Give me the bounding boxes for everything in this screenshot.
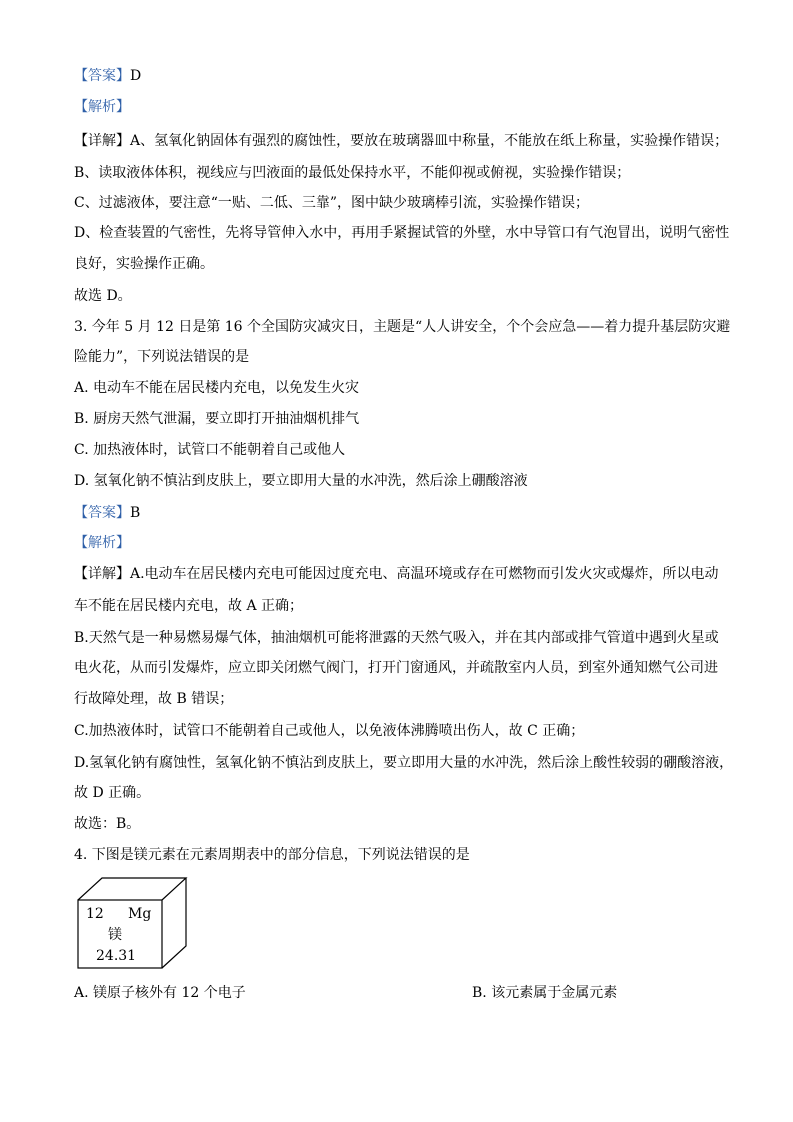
analysis-bracket: 【解析】 [74,99,130,115]
answer-bracket: 【答案】 [74,505,130,521]
conclusion-line: 故选 D。 [74,288,132,304]
detail-line: 【详解】A.电动车在居民楼内充电可能因过度充电、高温环境或存在可燃物而引发火灾或爆炸，所以电动 [74,566,719,582]
question-3-option-b: B. 厨房天然气泄漏，要立即打开抽油烟机排气 [74,411,360,427]
detail-line: D、检查装置的气密性，先将导管伸入水中，再用手紧握试管的外壁，水中导管口有气泡冒出，说明气密性 [74,225,730,241]
question-4-option-b: B. 该元素属于金属元素 [472,985,618,1001]
conclusion-line: 故选：B。 [74,816,141,832]
answer-value: B [130,505,141,521]
answer-value: D [130,68,142,84]
question-3-option-d: D. 氢氧化钠不慎沾到皮肤上，要立即用大量的水冲洗，然后涂上硼酸溶液 [74,473,528,489]
question-3-stem: 3. 今年 5 月 12 日是第 16 个全国防灾减灾日，主题是“人人讲安全，个个会应急——着力提升基层防灾避 [74,319,731,335]
detail-line: C、过滤液体，要注意“一贴、二低、三靠”，图中缺少玻璃棒引流，实验操作错误； [74,195,590,211]
atomic-number: 12 [86,906,104,922]
detail-line: B、读取液体体积，视线应与凹液面的最低处保持水平，不能仰视或俯视，实验操作错误； [74,165,631,181]
cube-side-face [162,878,186,968]
answer-label [74,66,734,86]
question-4-stem: 4. 下图是镁元素在元素周期表中的部分信息，下列说法错误的是 [74,847,470,863]
answer-bracket: 【答案】 [74,68,130,84]
element-symbol: Mg [128,906,152,922]
question-3-option-a: A. 电动车不能在居民楼内充电，以免发生火灾 [74,380,360,396]
element-name: 镁 [108,927,122,943]
detail-line: D.氢氧化钠有腐蚀性，氢氧化钠不慎沾到皮肤上，要立即用大量的水冲洗，然后涂上酸性较弱的硼酸溶液， [74,755,734,771]
detail-line: 车不能在居民楼内充电，故 A 正确； [74,598,304,614]
detail-line: 【详解】A、氢氧化钠固体有强烈的腐蚀性，要放在玻璃器皿中称量，不能放在纸上称量，实验操作错误； [74,133,729,149]
detail-line: 电火花，从而引发爆炸，应立即关闭燃气阀门，打开门窗通风，并疏散室内人员，到室外通知燃气公司进 [74,660,718,676]
detail-line: 良好，实验操作正确。 [74,256,214,272]
atomic-mass: 24.31 [96,948,137,964]
analysis-bracket: 【解析】 [74,535,130,551]
cube-top-face [78,878,186,900]
analysis-label [74,97,734,117]
detail-line: 故 D 正确。 [74,785,151,801]
question-4-options-row [74,983,734,1003]
answer-label [74,503,734,523]
question-3-stem-cont: 险能力”，下列说法错误的是 [74,349,250,365]
detail-line: B.天然气是一种易燃易爆气体，抽油烟机可能将泄露的天然气吸入，并在其内部或排气管道中遇到火星或 [74,630,719,646]
detail-line: C.加热液体时，试管口不能朝着自己或他人，以免液体沸腾喷出伤人，故 C 正确； [74,723,585,739]
question-3-option-c: C. 加热液体时，试管口不能朝着自己或他人 [74,442,346,458]
detail-line: 行故障处理，故 B 错误； [74,691,234,707]
element-card-figure [74,872,194,972]
question-4-option-a: A. 镁原子核外有 12 个电子 [74,985,246,1001]
element-cube-svg [74,872,194,972]
analysis-label [74,533,734,553]
